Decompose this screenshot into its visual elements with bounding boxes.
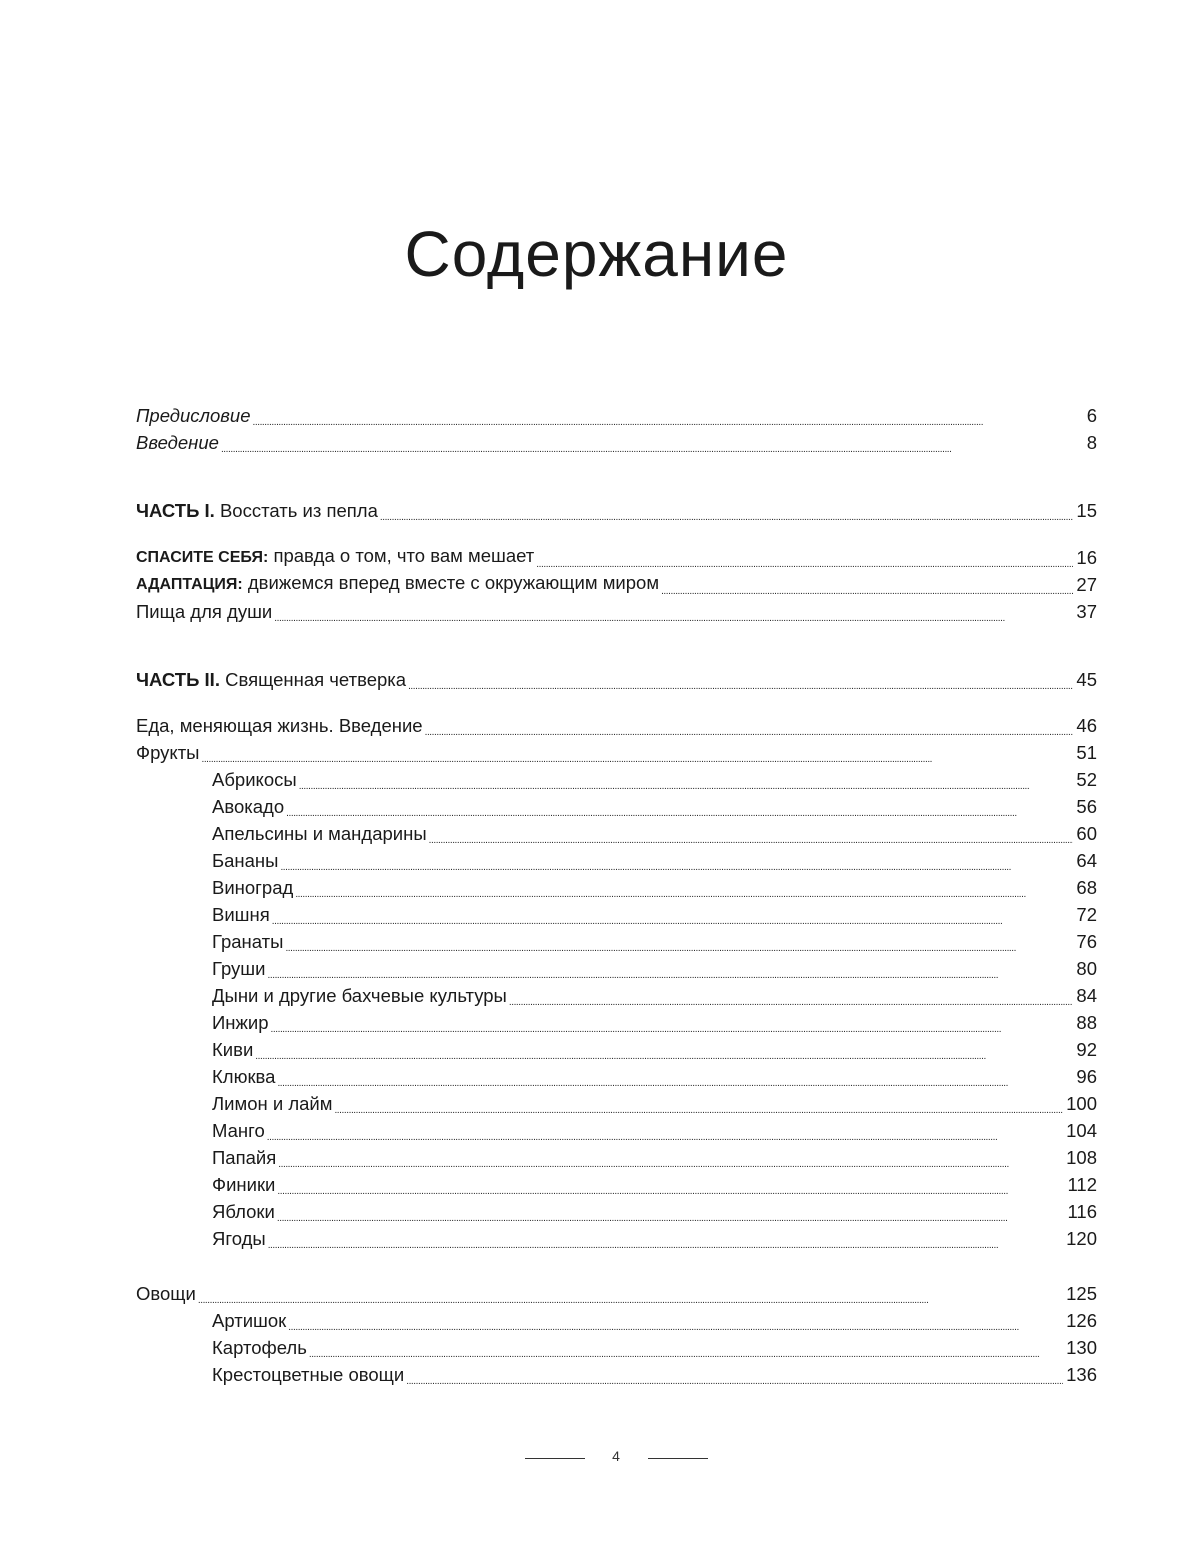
toc-entry-label: Лимон и лайм bbox=[212, 1093, 333, 1114]
toc-subentry[interactable] bbox=[212, 848, 1097, 874]
toc-entry-label: Финики bbox=[212, 1174, 276, 1195]
toc-subentry[interactable] bbox=[212, 1172, 1097, 1198]
toc-entry-label: Гранаты bbox=[212, 931, 284, 952]
toc-entry-label: Авокадо bbox=[212, 796, 285, 817]
toc-entry-preface[interactable] bbox=[136, 403, 1097, 429]
toc-subentry[interactable] bbox=[212, 1010, 1097, 1036]
toc-entry-label: Яблоки bbox=[212, 1201, 275, 1222]
toc-entry-adaptation[interactable] bbox=[136, 572, 1097, 598]
toc-entry-label: Введение bbox=[136, 432, 219, 453]
toc-entry-page: 104 bbox=[1066, 1120, 1097, 1141]
dot-leader bbox=[299, 767, 1074, 793]
page-title: Содержание bbox=[404, 218, 789, 290]
toc-entry-fruits[interactable] bbox=[136, 740, 1097, 766]
dot-leader bbox=[295, 875, 1073, 901]
dot-leader bbox=[272, 902, 1074, 928]
toc-entry-label: Фрукты bbox=[136, 742, 200, 763]
toc-entry-label: Дыни и другие бахчевые культуры bbox=[212, 985, 507, 1006]
toc-entry-page: 80 bbox=[1076, 958, 1097, 979]
dot-leader bbox=[286, 794, 1073, 820]
toc-entry-page: 116 bbox=[1067, 1201, 1097, 1222]
toc-entry-label: Картофель bbox=[212, 1337, 307, 1358]
dot-leader bbox=[271, 1010, 1074, 1036]
toc-subentry[interactable] bbox=[212, 956, 1097, 982]
part-prefix: ЧАСТЬ II. bbox=[136, 669, 220, 690]
dot-leader bbox=[309, 1335, 1063, 1361]
dot-leader bbox=[274, 599, 1073, 625]
toc-entry-label: Манго bbox=[212, 1120, 265, 1141]
toc-entry-part-1[interactable] bbox=[136, 498, 1097, 524]
dot-leader bbox=[278, 1145, 1063, 1171]
toc-entry-page: 88 bbox=[1076, 1012, 1097, 1033]
toc-entry-page: 120 bbox=[1066, 1228, 1097, 1249]
dot-leader bbox=[509, 983, 1074, 1009]
toc-subentry[interactable] bbox=[212, 1226, 1097, 1252]
dot-leader bbox=[280, 848, 1073, 874]
dot-leader bbox=[288, 1308, 1063, 1334]
toc-entry-page: 92 bbox=[1076, 1039, 1097, 1060]
dot-leader bbox=[267, 1118, 1063, 1144]
toc-entry-page: 72 bbox=[1076, 904, 1097, 925]
toc-entry-label: Виноград bbox=[212, 877, 294, 898]
toc-entry-page: 68 bbox=[1076, 877, 1097, 898]
dot-leader bbox=[429, 821, 1074, 847]
toc-entry-label: Груши bbox=[212, 958, 266, 979]
toc-entry-page: 15 bbox=[1076, 500, 1097, 521]
toc-entry-page: 6 bbox=[1086, 405, 1097, 426]
toc-subentry[interactable] bbox=[212, 1145, 1097, 1171]
dot-leader bbox=[277, 1199, 1065, 1225]
toc-entry-page: 112 bbox=[1067, 1174, 1097, 1195]
toc-entry-page: 64 bbox=[1076, 850, 1097, 871]
toc-entry-page: 76 bbox=[1076, 931, 1097, 952]
part-title: Восстать из пепла bbox=[214, 500, 378, 521]
dot-leader bbox=[285, 929, 1073, 955]
toc-entry-page: 51 bbox=[1076, 742, 1097, 763]
toc-entry-label: Клюква bbox=[212, 1066, 276, 1087]
toc-entry-label: Артишок bbox=[212, 1310, 287, 1331]
dot-leader bbox=[661, 572, 1073, 598]
toc-subentry[interactable] bbox=[212, 1091, 1097, 1117]
toc-entry-page: 46 bbox=[1076, 715, 1097, 736]
page-number: 4 bbox=[612, 1448, 620, 1464]
toc-entry-page: 100 bbox=[1066, 1093, 1097, 1114]
toc-entry-page: 37 bbox=[1076, 601, 1097, 622]
dot-leader bbox=[425, 713, 1074, 739]
toc-entry-life-changing-food[interactable] bbox=[136, 713, 1097, 739]
toc-subentry[interactable] bbox=[212, 1308, 1097, 1334]
toc-entry-label: Бананы bbox=[212, 850, 279, 871]
toc-entry-page: 136 bbox=[1066, 1364, 1097, 1385]
toc-entry-label: Еда, меняющая жизнь. Введение bbox=[136, 715, 423, 736]
toc-entry-soul-food[interactable] bbox=[136, 599, 1097, 625]
part-title: Священная четверка bbox=[219, 669, 407, 690]
toc-entry-part-2[interactable] bbox=[136, 667, 1097, 693]
dot-leader bbox=[334, 1091, 1063, 1117]
toc-entry-page: 16 bbox=[1076, 547, 1097, 568]
dot-leader bbox=[380, 498, 1074, 524]
toc-entry-introduction[interactable] bbox=[136, 430, 1097, 456]
toc-entry-page: 125 bbox=[1066, 1283, 1097, 1304]
toc-entry-page: 27 bbox=[1076, 574, 1097, 595]
toc-entry-label: Овощи bbox=[136, 1283, 196, 1304]
dot-leader bbox=[408, 667, 1073, 693]
toc-subentry[interactable] bbox=[212, 1118, 1097, 1144]
toc-entry-page: 84 bbox=[1076, 985, 1097, 1006]
section-prefix: СПАСИТЕ СЕБЯ: bbox=[136, 549, 269, 566]
toc-entry-page: 60 bbox=[1076, 823, 1097, 844]
toc-entry-label bbox=[136, 667, 408, 693]
toc-entry-label: Крестоцветные овощи bbox=[212, 1364, 405, 1385]
toc-subentry[interactable] bbox=[212, 1064, 1097, 1090]
page-footer bbox=[0, 1446, 1193, 1470]
dot-leader bbox=[253, 403, 1084, 429]
dot-leader bbox=[277, 1064, 1073, 1090]
toc-subentry[interactable] bbox=[212, 929, 1097, 955]
toc-entry-label: Киви bbox=[212, 1039, 254, 1060]
footer-rule-right bbox=[648, 1458, 708, 1459]
toc-entry-label: Ягоды bbox=[212, 1228, 266, 1249]
toc-entry-page: 126 bbox=[1066, 1310, 1097, 1331]
toc-entry-page: 45 bbox=[1076, 669, 1097, 690]
toc-subentry[interactable] bbox=[212, 821, 1097, 847]
toc-entry-vegetables[interactable] bbox=[136, 1281, 1097, 1307]
toc-entry-page: 56 bbox=[1076, 796, 1097, 817]
toc-entry-label: Папайя bbox=[212, 1147, 277, 1168]
dot-leader bbox=[221, 430, 1084, 456]
toc-entry-label bbox=[136, 543, 536, 571]
toc-entry-label bbox=[136, 570, 661, 598]
toc-entry-page: 130 bbox=[1066, 1337, 1097, 1358]
toc-entry-page: 52 bbox=[1076, 769, 1097, 790]
part-prefix: ЧАСТЬ I. bbox=[136, 500, 215, 521]
toc-subentry[interactable] bbox=[212, 1362, 1097, 1388]
toc-entry-label: Пища для души bbox=[136, 601, 273, 622]
toc-entry-label: Инжир bbox=[212, 1012, 269, 1033]
toc-entry-label bbox=[136, 498, 380, 524]
toc-subentry[interactable] bbox=[212, 875, 1097, 901]
dot-leader bbox=[201, 740, 1073, 766]
toc-entry-label: Предисловие bbox=[136, 405, 251, 426]
toc-entry-label: Абрикосы bbox=[212, 769, 297, 790]
toc-subentry[interactable] bbox=[212, 983, 1097, 1009]
section-title: правда о том, что вам мешает bbox=[268, 545, 535, 566]
dot-leader bbox=[268, 956, 1074, 982]
toc-entry-page: 8 bbox=[1086, 432, 1097, 453]
toc-subentry[interactable] bbox=[212, 902, 1097, 928]
toc-entry-save-yourself[interactable] bbox=[136, 545, 1097, 571]
dot-leader bbox=[268, 1226, 1063, 1252]
toc-subentry[interactable] bbox=[212, 1199, 1097, 1225]
toc-subentry[interactable] bbox=[212, 794, 1097, 820]
toc-entry-label: Апельсины и мандарины bbox=[212, 823, 427, 844]
section-title: движемся вперед вместе с окружающим миром bbox=[242, 572, 660, 593]
dot-leader bbox=[536, 545, 1073, 571]
footer-rule-left bbox=[525, 1458, 585, 1459]
toc-entry-page: 108 bbox=[1066, 1147, 1097, 1168]
dot-leader bbox=[255, 1037, 1073, 1063]
toc-subentry[interactable] bbox=[212, 1037, 1097, 1063]
toc-entry-label: Вишня bbox=[212, 904, 270, 925]
dot-leader bbox=[198, 1281, 1063, 1307]
dot-leader bbox=[406, 1362, 1063, 1388]
dot-leader bbox=[277, 1172, 1064, 1198]
toc-entry-page: 96 bbox=[1076, 1066, 1097, 1087]
toc-subentry[interactable] bbox=[212, 1335, 1097, 1361]
section-prefix: АДАПТАЦИЯ: bbox=[136, 576, 243, 593]
toc-subentry[interactable] bbox=[212, 767, 1097, 793]
